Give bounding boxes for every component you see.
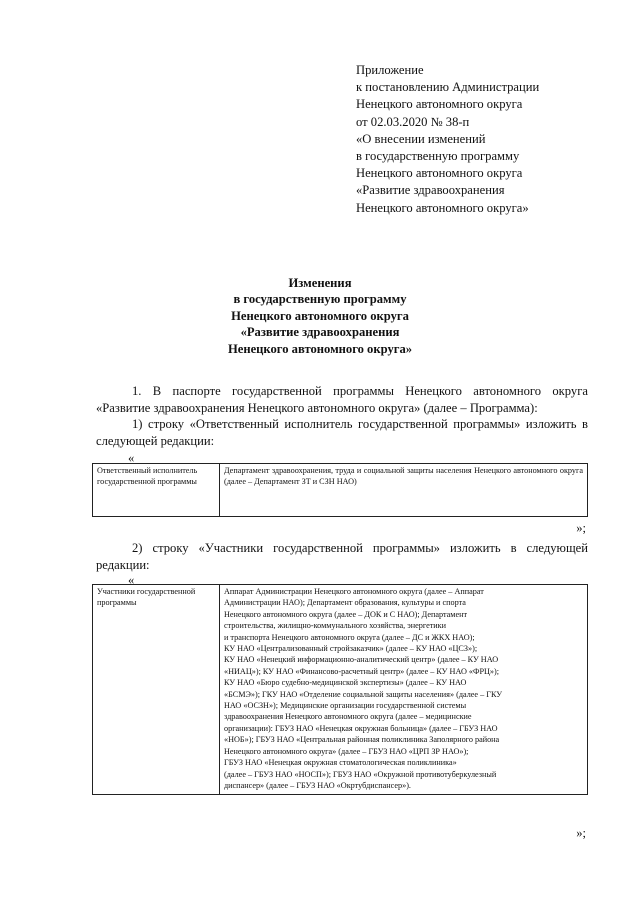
header-line: Приложение: [356, 63, 424, 77]
responsible-executor-table: [92, 463, 588, 517]
title-line: Ненецкого автономного округа»: [227, 341, 413, 356]
closing-quote: »;: [576, 826, 586, 840]
value-line: «НИАЦ»); КУ НАО «Финансово-расчетный центр» (далее – КУ НАО «ФРЦ»);: [224, 666, 500, 676]
appendix-header: [356, 62, 616, 217]
title-line: в государственную программу: [233, 292, 407, 307]
table-value-cell: [220, 585, 588, 795]
header-line: Ненецкого автономного округа»: [356, 200, 529, 215]
header-line: «О внесении изменений: [356, 131, 486, 146]
value-line: (далее – ГБУЗ НАО «НОСП»); ГБУЗ НАО «Окружной противотуберкулезный: [224, 769, 497, 779]
header-line: в государственную программу: [356, 149, 520, 164]
header-line: от 02.03.2020 № 38-п: [356, 114, 470, 129]
paragraph-3-text: 2) строку «Участники государственной программы» изложить в следующей редакции:: [96, 541, 588, 572]
value-line: КУ НАО «Централизованный стройзаказчик» (далее – КУ НАО «ЦСЗ»);: [224, 644, 478, 654]
header-line: Ненецкого автономного округа: [356, 166, 523, 181]
header-line: Ненецкого автономного округа: [356, 97, 523, 112]
paragraph-2: [96, 416, 588, 449]
table-label-cell: Ответственный исполнитель государственной программы: [93, 464, 220, 517]
header-line: к постановлению Администрации: [356, 80, 540, 95]
title-line: Ненецкого автономного округа: [231, 308, 409, 323]
header-line: «Развитие здравоохранения: [356, 183, 505, 198]
opening-quote: «: [128, 573, 135, 587]
value-line: строительства, жилищно-коммунального хозяйства, энергетики: [224, 621, 447, 631]
document-title: [0, 275, 640, 357]
paragraph-1: [96, 383, 588, 416]
paragraph-3: [96, 540, 588, 573]
value-line: здравоохранения Ненецкого автономного округа (далее – медицинские: [224, 712, 472, 722]
table-value-cell: Департамент здравоохранения, труда и социальной защиты населения Ненецкого автономного округа (далее – Департамент ЗТ и СЗН НАО): [220, 464, 588, 517]
table-row: [93, 464, 588, 517]
value-line: «БСМЭ»); ГКУ НАО «Отделение социальной защиты населения» (далее – ГКУ: [224, 689, 503, 699]
closing-quote: »;: [576, 521, 586, 535]
opening-quote: «: [128, 451, 135, 465]
value-line: Ненецкого автономного округа (далее – ДОК и С НАО); Департамент: [224, 609, 468, 619]
value-line: Ненецкого автономного округа» (далее – ГБУЗ НАО «ЦРП ЗР НАО»);: [224, 746, 469, 756]
paragraph-2-text: 1) строку «Ответственный исполнитель государственной программы» изложить в следующей редакции:: [96, 417, 588, 448]
table-row: [93, 585, 588, 795]
table-label-cell: Участники государственной программы: [93, 585, 220, 795]
program-participants-table: [92, 584, 588, 795]
value-line: диспансер» (далее – ГБУЗ НАО «Окртубдиспансер»).: [224, 780, 411, 790]
title-line: «Развитие здравоохранения: [240, 325, 400, 340]
paragraph-1-text: 1. В паспорте государственной программы Ненецкого автономного округа «Развитие здравоохранения Ненецкого автономного округа» (далее – Программа):: [96, 384, 588, 415]
value-line: организации): ГБУЗ НАО «Ненецкая окружная больница» (далее – ГБУЗ НАО: [224, 723, 498, 733]
value-line: КУ НАО «Ненецкий информационно-аналитический центр» (далее – КУ НАО: [224, 655, 499, 665]
value-line: ГБУЗ НАО «Ненецкая окружная стоматологическая поликлиника»: [224, 758, 457, 768]
value-line: НАО «ОСЗН»); Медицинские организации государственной системы: [224, 701, 467, 711]
value-line: «НОБ»); ГБУЗ НАО «Центральная районная поликлиника Заполярного района: [224, 735, 500, 745]
value-line: и транспорта Ненецкого автономного округа (далее – ДС и ЖКХ НАО);: [224, 632, 475, 642]
title-line: Изменения: [288, 276, 352, 290]
value-line: Администрации НАО); Департамент образования, культуры и спорта: [224, 598, 466, 608]
value-line: КУ НАО «Бюро судебно-медицинской экспертизы» (далее – КУ НАО: [224, 678, 467, 688]
value-line: Аппарат Администрации Ненецкого автономного округа (далее – Аппарат: [224, 587, 484, 596]
